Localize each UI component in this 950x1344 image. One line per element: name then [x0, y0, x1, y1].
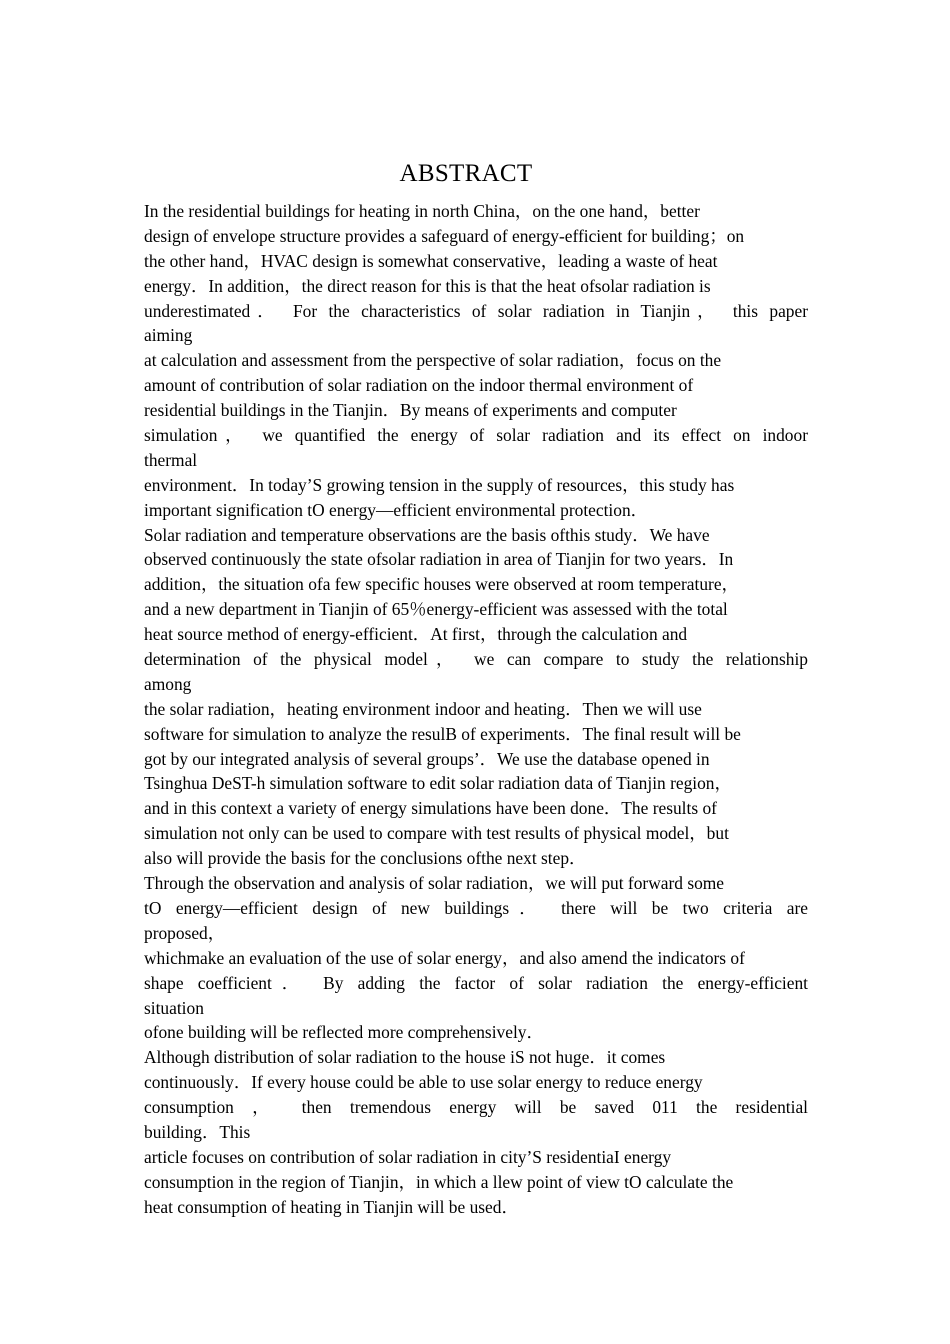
abstract-line: Through the observation and analysis of solar radiation，we will put forward some	[144, 873, 725, 894]
abstract-line: simulation， we quantified the energy of solar radiation and its effect on indoor	[144, 425, 808, 446]
abstract-line: Although distribution of solar radiation to the house iS not huge．it comes	[144, 1047, 666, 1068]
abstract-line: shape coefficient． By adding the factor of solar radiation the energy-efficient	[144, 972, 808, 993]
abstract-line: ofone building will be reflected more comprehensively．	[144, 1022, 544, 1043]
abstract-line: residential buildings in the Tianjin．By means of experiments and computer	[144, 400, 677, 421]
abstract-line: also will provide the basis for the conclusions ofthe next step．	[144, 848, 587, 869]
abstract-line: aiming	[144, 325, 193, 346]
abstract-line: environment．In today’S growing tension in the supply of resources，this study has	[144, 474, 735, 495]
abstract-line: In the residential buildings for heating in north China，on the one hand，better	[144, 201, 700, 221]
abstract-line: heat consumption of heating in Tianjin will be used．	[144, 1196, 519, 1217]
abstract-line: energy．In addition，the direct reason for this is that the heat ofsolar radiation is	[144, 275, 711, 296]
abstract-line: whichmake an evaluation of the use of solar energy，and also amend the indicators of	[144, 947, 745, 968]
abstract-line: Tsinghua DeST-h simulation software to edit solar radiation data of Tianjin region，	[144, 773, 732, 794]
abstract-line: at calculation and assessment from the perspective of solar radiation，focus on the	[144, 350, 722, 371]
abstract-line: observed continuously the state ofsolar radiation in area of Tianjin for two years．In	[144, 549, 734, 570]
abstract-line: thermal	[144, 449, 198, 470]
abstract-line: tO energy—efficient design of new buildings． there will be two criteria are	[144, 897, 808, 918]
abstract-line: article focuses on contribution of solar radiation in city’S residentiaI energy	[144, 1146, 672, 1167]
abstract-line: the other hand，HVAC design is somewhat conservative，leading a waste of heat	[144, 250, 718, 271]
abstract-body	[144, 199, 808, 1220]
abstract-line: and a new department in Tianjin of 65％energy-efficient was assessed with the total	[144, 599, 728, 620]
abstract-line: simulation not only can be used to compare with test results of physical model，but	[144, 823, 729, 844]
abstract-line: proposed，	[144, 922, 226, 943]
abstract-line: underestimated． For the characteristics of solar radiation in Tianjin， this paper	[144, 300, 808, 321]
abstract-line: continuously．If every house could be able to use solar energy to reduce energy	[144, 1072, 703, 1093]
abstract-line: determination of the physical model， we can compare to study the relationship	[144, 649, 808, 670]
abstract-line: and in this context a variety of energy simulations have been done．The results of	[144, 798, 717, 819]
abstract-line: consumption ， then tremendous energy will be saved 011 the residential	[144, 1097, 808, 1118]
abstract-line: among	[144, 673, 192, 694]
abstract-line: the solar radiation，heating environment indoor and heating．Then we will use	[144, 698, 702, 719]
abstract-line: software for simulation to analyze the resulB of experiments．The final result will be	[144, 723, 741, 744]
abstract-title: ABSTRACT	[399, 160, 533, 187]
abstract-line: addition，the situation ofa few specific houses were observed at room temperature，	[144, 574, 739, 595]
abstract-line: important signification tO energy—efficient environmental protection．	[144, 499, 649, 520]
abstract-line: Solar radiation and temperature observations are the basis ofthis study．We have	[144, 524, 710, 545]
abstract-line: design of envelope structure provides a safeguard of energy-efficient for building；on	[144, 225, 745, 246]
abstract-line: got by our integrated analysis of several groups’．We use the database opened in	[144, 748, 710, 769]
abstract-line: consumption in the region of Tianjin，in which a llew point of view tO calculate the	[144, 1171, 734, 1192]
abstract-line: situation	[144, 997, 204, 1018]
abstract-line: amount of contribution of solar radiation on the indoor thermal environment of	[144, 375, 694, 396]
abstract-line: heat source method of energy-efficient．At first，through the calculation and	[144, 624, 688, 645]
abstract-line: building．This	[144, 1121, 251, 1142]
